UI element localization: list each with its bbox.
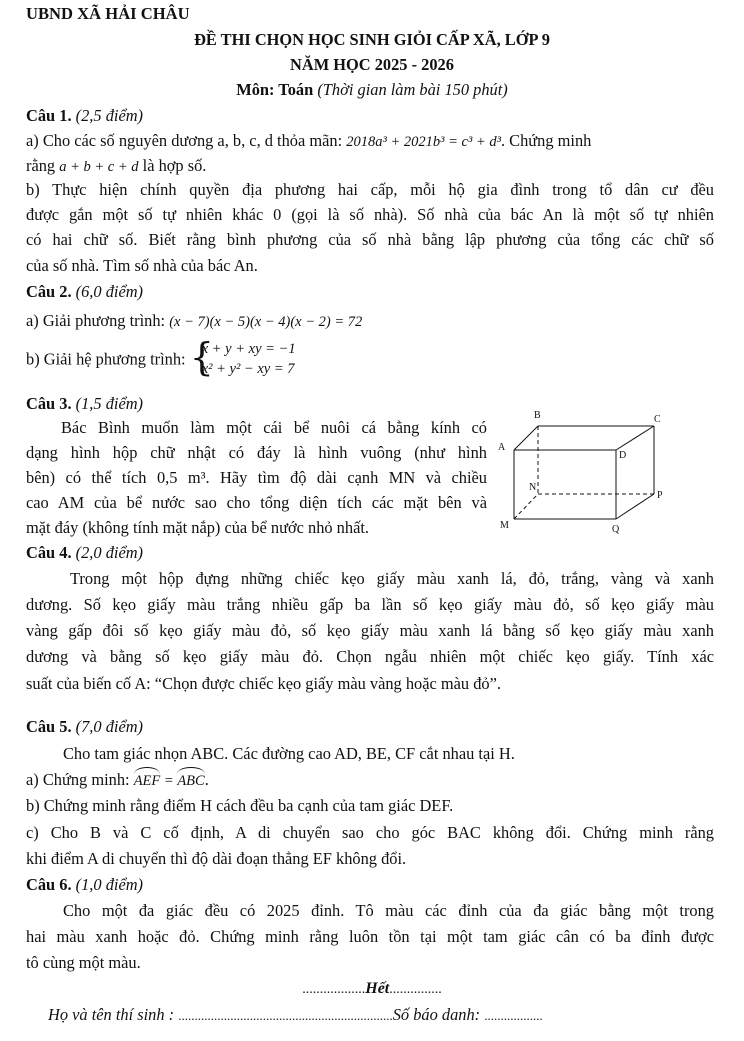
q5-points: (7,0 điểm) xyxy=(75,717,144,736)
q5-header xyxy=(26,715,143,738)
q2-b-equation-2: x² + y² − xy = 7 xyxy=(201,361,295,377)
candidate-id-label: Số báo danh: xyxy=(392,1005,481,1024)
edge-mn-hidden xyxy=(514,494,538,519)
q5-b-line: b) Chứng minh rằng điểm H cách đều ba cạnh của tam giác DEF. xyxy=(26,796,454,815)
q6-header xyxy=(26,873,143,896)
q6-points: (1,0 điểm) xyxy=(75,875,144,894)
end-marker xyxy=(0,977,744,1001)
q4-header xyxy=(26,541,143,564)
candidate-info-line xyxy=(48,1003,543,1027)
q2-points: (6,0 điểm) xyxy=(75,282,144,301)
vertex-label-c: C xyxy=(654,414,661,425)
end-dots-left: .................. xyxy=(302,982,366,997)
q1-b-line: b) Thực hiện chính quyền địa phương hai cấp, mỗi hộ gia đình trong tổ dân cư đều xyxy=(26,180,714,199)
subject-label: Môn: Toán xyxy=(236,80,314,99)
q5-a-angle-2: ABC xyxy=(177,770,204,793)
q5-c-line: khi điểm A di chuyển thì độ dài đoạn thẳng EF không đổi. xyxy=(26,849,407,868)
q6-line: hai màu xanh hoặc đỏ. Chứng minh rằng luôn tồn tại một tam giác cân có ba đỉnh được xyxy=(26,927,714,946)
q3-line: bên) có thể tích 0,5 m³. Hãy tìm độ dài cạnh MN và chiều xyxy=(26,468,487,487)
exam-title: ĐỀ THI CHỌN HỌC SINH GIỎI CẤP XÃ, LỚP 9 xyxy=(194,30,550,49)
vertex-label-q: Q xyxy=(612,524,620,534)
q1-a-l2-suffix: là hợp số. xyxy=(142,156,207,175)
q2-b-equation-1: x + y + xy = −1 xyxy=(201,341,296,357)
edge-dc xyxy=(616,426,654,450)
q6-line: Cho một đa giác đều có 2025 đỉnh. Tô màu các đỉnh của đa giác bằng một trong xyxy=(63,901,714,920)
q3-header xyxy=(26,392,143,415)
q2-a-equation: (x − 7)(x − 5)(x − 4)(x − 2) = 72 xyxy=(169,314,363,330)
q1-b-line: có hai chữ số. Biết rằng bình phương của số nhà bằng lập phương của tổng các chữ số xyxy=(26,230,714,249)
q5-a-angle-1: AEF xyxy=(134,770,161,793)
q1-b-line: của số nhà. Tìm số nhà của bác An. xyxy=(26,256,258,275)
vertex-label-b: B xyxy=(534,410,541,421)
end-dots-right: ............... xyxy=(389,982,442,997)
q5-intro: Cho tam giác nhọn ABC. Các đường cao AD, BE, CF cắt nhau tại H. xyxy=(63,744,515,763)
q1-a-prefix: a) Cho các số nguyên dương a, b, c, d thỏa mãn: xyxy=(26,131,343,150)
subject-line xyxy=(0,78,744,101)
vertex-label-a: A xyxy=(498,442,506,453)
q4-heading: Câu 4. xyxy=(26,543,72,562)
q2-header xyxy=(26,280,143,303)
school-year: NĂM HỌC 2025 - 2026 xyxy=(290,55,454,74)
q1-a-equation: 2018a³ + 2021b³ = c³ + d³ xyxy=(346,134,501,150)
q5-c-line: c) Cho B và C cố định, A di chuyển sao cho góc BAC không đổi. Chứng minh rằng xyxy=(26,823,714,842)
end-word: Hết xyxy=(365,980,390,997)
q3-line: mặt đáy (không tính mặt nắp) của bể nước nhỏ nhất. xyxy=(26,518,369,537)
q3-line: Bác Bình muốn làm một cái bể nuôi cá bằng kính có xyxy=(61,418,487,437)
q3-points: (1,5 điểm) xyxy=(75,394,144,413)
candidate-id-blank: .................. xyxy=(484,1008,543,1023)
q1-a-suffix: . Chứng minh xyxy=(500,131,592,150)
q1-a-line1 xyxy=(26,129,591,154)
q2-a-line xyxy=(26,309,362,334)
candidate-name-label: Họ và tên thí sinh : xyxy=(48,1005,175,1024)
q1-a-l2-prefix: rằng xyxy=(26,156,56,175)
candidate-name-blank: .................................................................. xyxy=(178,1008,393,1023)
q1-header xyxy=(26,104,143,127)
q3-heading: Câu 3. xyxy=(26,394,72,413)
q2-b-prefix: b) Giải hệ phương trình: xyxy=(26,349,186,369)
q5-a-suffix: . xyxy=(204,770,209,789)
vertex-label-m: M xyxy=(500,520,509,531)
q2-b-line xyxy=(26,335,296,379)
q4-line: suất của biến cố A: “Chọn được chiếc kẹo giấy màu vàng hoặc màu đỏ”. xyxy=(26,674,501,693)
q3-line: cao AM của bể nước sao cho tổng diện tích các mặt bên và xyxy=(26,493,487,512)
vertex-label-p: P xyxy=(657,490,663,501)
q1-a-expression: a + b + c + d xyxy=(59,159,139,175)
q6-line: tô cùng một màu. xyxy=(26,953,141,972)
left-brace-icon: { xyxy=(189,335,214,379)
q6-heading: Câu 6. xyxy=(26,875,72,894)
box-figure xyxy=(494,404,694,534)
q3-line: dạng hình hộp chữ nhật có đáy là hình vuông (như hình xyxy=(26,443,487,462)
vertex-label-d: D xyxy=(619,450,627,461)
q4-line: dương. Số kẹo giấy màu trắng nhiều gấp ba lần số kẹo giấy màu đỏ, số kẹo giấy màu xyxy=(26,595,714,614)
q5-heading: Câu 5. xyxy=(26,717,72,736)
q4-line: vàng gấp đôi số kẹo giấy màu đỏ, số kẹo giấy màu xanh lá bằng số kẹo giấy màu xanh xyxy=(26,621,714,640)
q5-a-equals: = xyxy=(160,773,178,789)
q4-points: (2,0 điểm) xyxy=(75,543,144,562)
q5-a-prefix: a) Chứng minh: xyxy=(26,770,130,789)
q1-heading: Câu 1. xyxy=(26,106,72,125)
issuing-authority: UBND XÃ HẢI CHÂU xyxy=(26,4,190,23)
q2-b-system xyxy=(189,335,296,379)
q2-heading: Câu 2. xyxy=(26,282,72,301)
edge-qp xyxy=(616,494,654,519)
q1-a-line2 xyxy=(26,154,206,179)
q4-line: dương và bằng số kẹo giấy màu đỏ. Chọn ngẫu nhiên một chiếc kẹo giấy. Tính xác xyxy=(26,647,714,666)
q5-a-line xyxy=(26,768,209,793)
edge-ab xyxy=(514,426,538,450)
vertex-label-n: N xyxy=(529,482,537,493)
time-note: (Thời gian làm bài 150 phút) xyxy=(317,80,508,99)
q2-a-prefix: a) Giải phương trình: xyxy=(26,311,166,330)
q1-points: (2,5 điểm) xyxy=(75,106,144,125)
q1-b-line: được gắn một số tự nhiên khác 0 (gọi là số nhà). Số nhà của bác An là một số tự nhiên xyxy=(26,205,714,224)
q4-line: Trong một hộp đựng những chiếc kẹo giấy màu xanh lá, đỏ, trắng, vàng và xanh xyxy=(70,569,714,588)
